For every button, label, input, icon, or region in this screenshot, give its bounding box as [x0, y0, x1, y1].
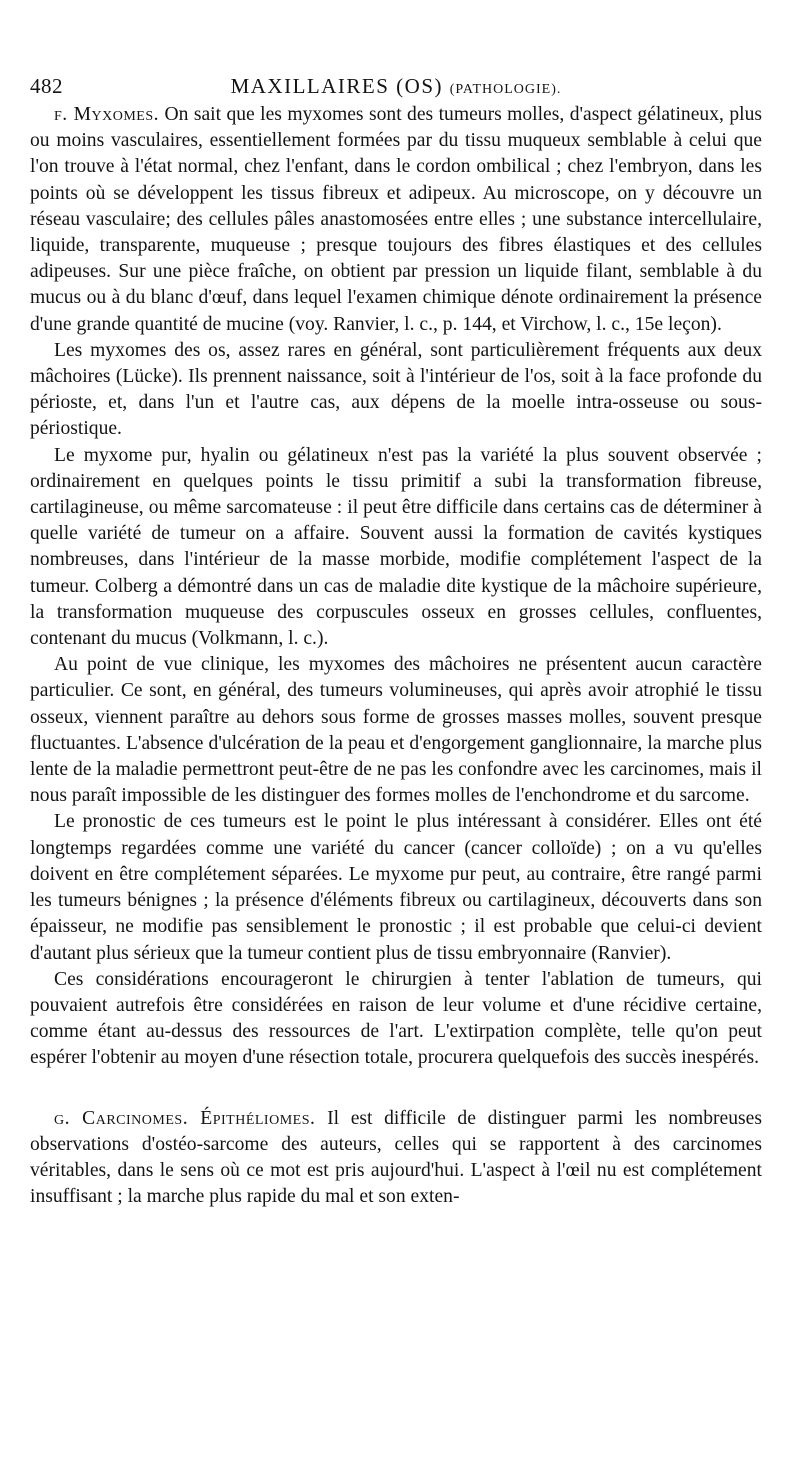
running-title	[30, 74, 762, 99]
paragraph: Au point de vue clinique, les myxomes des mâchoires ne présentent aucun caractère particulier. Ce sont, en général, des tumeurs volumineuses, qui après avoir atrophié le tissu osseux, viennent paraître au dehors sous forme de grosses masses molles, souvent presque fluctuantes. L'absence d'ulcération de la peau et d'engorgement ganglionnaire, la marche plus lente de la maladie permettront peut-être de ne pas les confondre avec les carcinomes, mais il nous paraît impossible de les distinguer des formes molles de l'enchondrome et du sarcome.	[30, 654, 762, 807]
paragraph: Le myxome pur, hyalin ou gélatineux n'est pas la variété la plus souvent observée ; ordinairement en quelques points le tissu primitif a subi la transformation fibreuse, cartilagineuse, ou même sarcomateuse : il peut être difficile dans certains cas de déterminer à quelle variété de tumeur on a affaire. Souvent aussi la formation de cavités kystiques nombreuses, dans l'intérieur de la masse morbide, modifie complétement l'aspect de la tumeur. Colberg a démontré dans un cas de maladie dite kystique de la mâchoire supérieure, la transformation muqueuse des corpuscules osseux en grosses cellules, confluentes, contenant du mucus (Volkmann, l. c.).	[30, 444, 762, 650]
running-title-main: MAXILLAIRES (OS)	[230, 74, 443, 98]
paragraph: Les myxomes des os, assez rares en général, sont particulièrement fréquents aux deux mâchoires (Lücke). Ils prennent naissance, soit à l'intérieur de l'os, soit à la face profonde du périoste, et, dans l'un et l'autre cas, aux dépens de la moelle intra-osseuse ou sous-périostique.	[30, 339, 762, 440]
section-label: g. Carcinomes. Épithéliomes.	[54, 1107, 316, 1129]
section-label: f. Myxomes.	[54, 104, 160, 125]
paragraph	[30, 102, 762, 338]
running-title-subtitle: (PATHOLOGIE).	[449, 82, 562, 97]
paragraph-text: Il est difficile de distinguer parmi les nombreuses observations d'ostéo-sarcome des auteurs, celles qui se rapportent à des carcinomes véritables, dans le sens où ce mot est pris aujourd'hui. L'aspect à l'œil nu est complétement insuffisant ; la marche plus rapide du mal et son exten-	[30, 1107, 762, 1208]
section-gap	[30, 1072, 762, 1106]
page-number: 482	[30, 74, 63, 98]
section-myxomes	[30, 102, 762, 1072]
paragraph: Ces considérations encourageront le chirurgien à tenter l'ablation de tumeurs, qui pouvaient autrefois être considérées en raison de leur volume et d'une récidive certaine, comme étant au-dessus des ressources de l'art. L'extirpation complète, telle qu'on peut espérer l'obtenir au moyen d'une résection totale, procurera quelquefois des succès inespérés.	[30, 968, 762, 1069]
paragraph	[30, 1106, 762, 1211]
paragraph-text: On sait que les myxomes sont des tumeurs molles, d'aspect gélatineux, plus ou moins vasculaires, essentiellement formées par du tissu muqueux semblable à celui que l'on trouve à l'état normal, chez l'enfant, dans le cordon ombilical ; chez l'embryon, dans les points où se développent les tissus fibreux et adipeux. Au microscope, on y découvre un réseau vasculaire; des cellules pâles anastomosées entre elles ; une substance intercellulaire, liquide, transparente, muqueuse ; presque toujours des fibres élastiques et des cellules adipeuses. Sur une pièce fraîche, on obtient par pression un liquide filant, semblable à du mucus ou à du blanc d'œuf, dans lequel l'examen chimique dénote ordinairement la présence d'une grande quantité de mucine (voy. Ranvier, l. c., p. 144, et Virchow, l. c., 15e leçon).	[30, 104, 762, 335]
paragraph: Le pronostic de ces tumeurs est le point le plus intéressant à considérer. Elles ont été longtemps regardées comme une variété du cancer (cancer colloïde) ; on a vu qu'elles doivent en être complétement séparées. Le myxome pur peut, au contraire, être rangé parmi les tumeurs bénignes ; la présence d'éléments fibreux ou cartilagineux, découverts dans son épaisseur, ne modifie pas sensiblement le pronostic ; il est probable que celui-ci devient d'autant plus sérieux que la tumeur contient plus de tissu embryonnaire (Ranvier).	[30, 811, 762, 964]
section-carcinomes	[30, 1106, 762, 1211]
page-header	[30, 62, 762, 102]
